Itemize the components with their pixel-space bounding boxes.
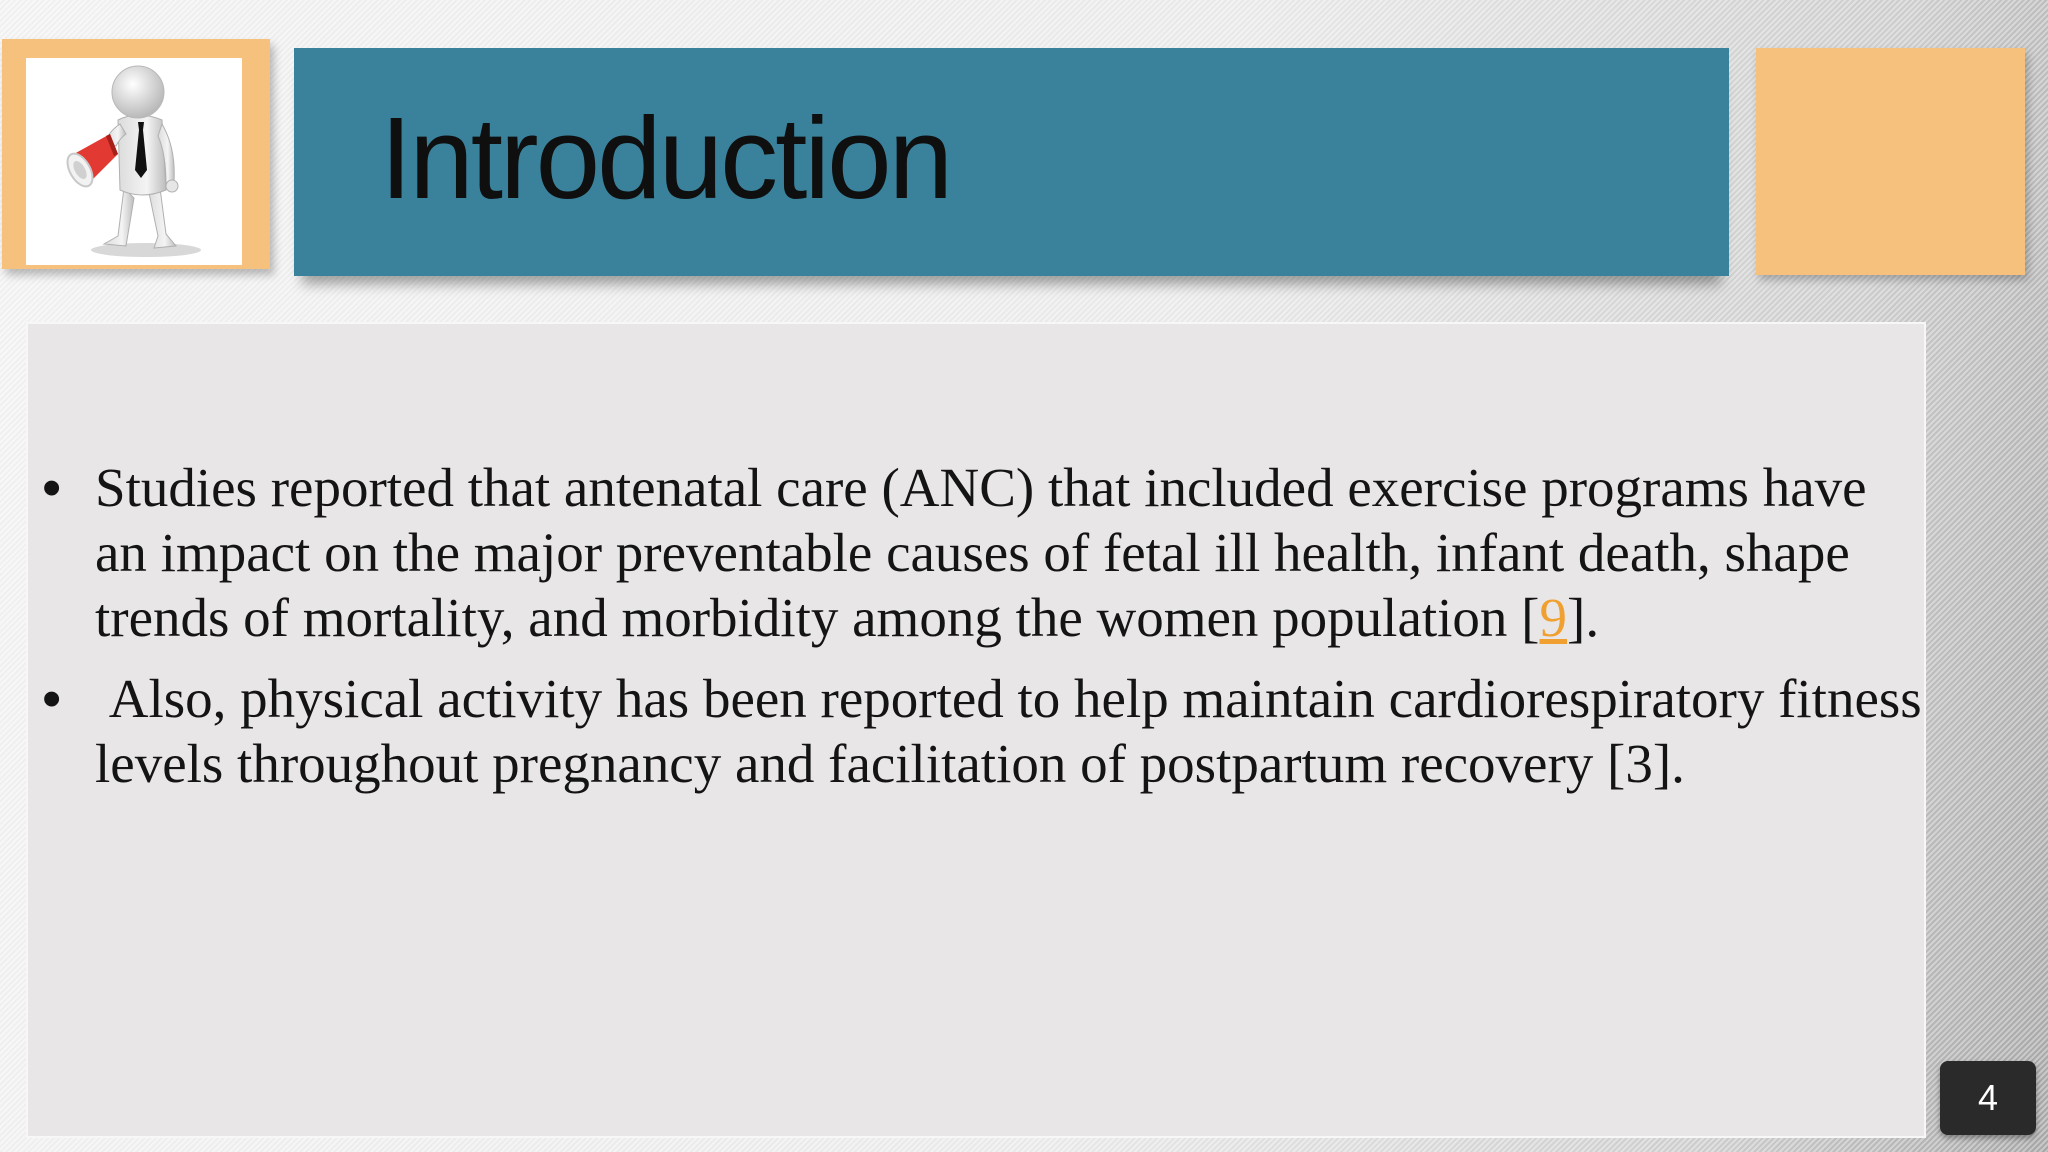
bullet-list	[42, 455, 1936, 812]
bullet-text-1b: ].	[1567, 587, 1600, 648]
image-frame	[2, 39, 270, 269]
page-number: 4	[1940, 1061, 2036, 1135]
bullet-text-1a: Studies reported that antenatal care (ANC) that included exercise programs have an impact on the major preventable causes of fetal ill health, infant death, shape trends of mortality, and morbidity among the women population [	[95, 457, 1867, 648]
reference-link-9[interactable]: 9	[1539, 587, 1568, 648]
slide-title: Introduction	[380, 93, 951, 223]
content-panel	[26, 322, 1936, 1138]
bullet-item-1	[42, 455, 1922, 650]
bullet-text-2: Also, physical activity has been reported to help maintain cardiorespiratory fitness levels throughout pregnancy and facilitation of postpartum recovery [3].	[95, 668, 1936, 794]
bullet-icon: •	[42, 456, 62, 518]
megaphone-figure-icon	[26, 58, 242, 265]
decorative-orange-box	[1756, 48, 2025, 275]
bullet-icon: •	[42, 667, 62, 729]
title-banner	[294, 48, 1729, 276]
bullet-item-2	[42, 666, 1936, 796]
